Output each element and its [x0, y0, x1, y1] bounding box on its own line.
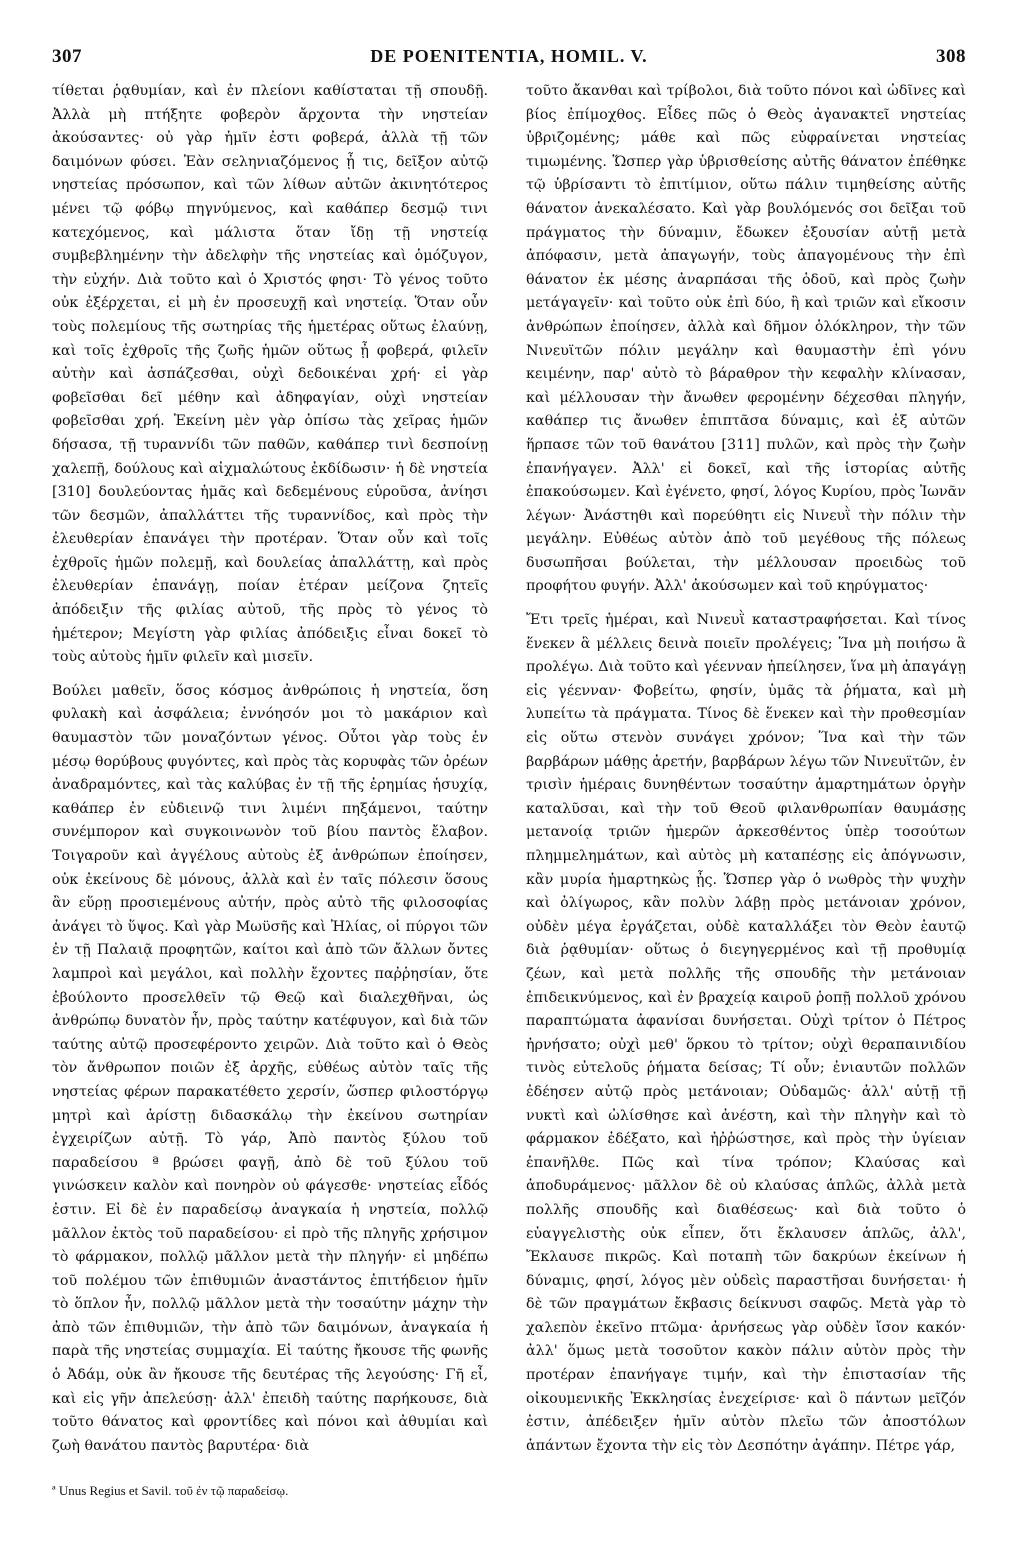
- left-page-number: 307: [52, 46, 82, 67]
- running-header: [52, 46, 966, 74]
- running-title: DE POENITENTIA, HOMIL. V.: [370, 46, 648, 66]
- left-paragraph-1: τίθεται ῥᾳθυμίαν, καὶ ἐν πλείονι καθίσταται τῇ σπουδῇ. Ἀλλὰ μὴ πτήξητε φοβερὸν ἄρχοντα τὴν νηστείαν ἀκούσαντες· οὐ γὰρ ἡμῖν ἐστι φοβερά, ἀλλὰ τῇ τῶν δαιμόνων φύσει. Ἐὰν σεληνιαζόμενος ᾖ τις, δεῖξον αὐτῷ νηστείας πρόσωπον, καὶ τῶν λίθων αὐτῶν ἀκινητότερος μένει τῷ φόβῳ πηγνύμενος, καὶ καθάπερ δεσμῷ τινι κατεχόμενος, καὶ μάλιστα ὅταν ἴδῃ τῇ νηστείᾳ συμβεβλημένην τὴν ἀδελφὴν τῆς νηστείας καὶ ὁμόζυγον, τὴν εὐχήν. Διὰ τοῦτο καὶ ὁ Χριστός φησι· Τὸ γένος τοῦτο οὐκ ἐξέρχεται, εἰ μὴ ἐν προσευχῇ καὶ νηστείᾳ. Ὅταν οὖν τοὺς πολεμίους τῆς σωτηρίας τῆς ἡμετέρας οὕτως ἐλαύνῃ, καὶ τοῖς ἐχθροῖς τῆς ζωῆς ἡμῶν οὕτως ᾖ φοβερά, φιλεῖν αὐτὴν καὶ ἀσπάζεσθαι, οὐχὶ δεδοικέναι χρή· εἰ γὰρ φοβεῖσθαι δεῖ μέθην καὶ ἀδηφαγίαν, οὐχὶ νηστείαν φοβεῖσθαι χρή. Ἐκείνη μὲν γὰρ ὀπίσω τὰς χεῖρας ἡμῶν δήσασα, τῇ τυραννίδι τῶν παθῶν, καθάπερ τινὶ δεσποίνῃ χαλεπῇ, δούλους καὶ αἰχμαλώτους ἐκδίδωσιν· ἡ δὲ νηστεία [310] δουλεύοντας ἡμᾶς καὶ δεδεμένους εὑροῦσα, ἀνίησι τῶν δεσμῶν, ἀπαλλάττει τῆς τυραννίδος, καὶ πρὸς τὴν ἐλευθερίαν ἐπανάγει τὴν προτέραν. Ὅταν οὖν καὶ τοῖς ἐχθροῖς ἡμῶν πολεμῇ, καὶ δουλείας ἀπαλλάττῃ, καὶ πρὸς ἐλευθερίαν ἐπανάγῃ, ποίαν ἑτέραν μείζονα ζητεῖς ἀπόδειξιν τῆς φιλίας αὐτοῦ, τῆς πρὸς τὸ γένος τὸ ἡμέτερον; Μεγίστη γὰρ φιλίας ἀπόδειξις εἶναι δοκεῖ τὸ τοὺς αὐτοὺς ἡμῖν φιλεῖν καὶ μισεῖν.: [52, 83, 488, 666]
- left-column: [52, 80, 488, 1458]
- right-page-number: 308: [935, 46, 966, 67]
- right-paragraph-1: τοῦτο ἄκανθαι καὶ τρίβολοι, διὰ τοῦτο πόνοι καὶ ὠδῖνες καὶ βίος ἐπίμοχθος. Εἶδες πῶς ὁ Θεὸς ἀγανακτεῖ νηστείας ὑβριζομένης; μάθε καὶ πῶς εὐφραίνεται νηστείας τιμωμένης. Ὥσπερ γὰρ ὑβρισθείσης αὐτῆς θάνατον ἐπέθηκε τῷ ὑβρίσαντι τὸ ἐπιτίμιον, οὕτω πάλιν τιμηθείσης αὐτῆς θάνατον ἀνεκαλέσατο. Καὶ γὰρ βουλόμενός σοι δεῖξαι τοῦ πράγματος τὴν δύναμιν, ἔδωκεν ἐξουσίαν αὐτῇ μετὰ ἀπόφασιν, μετὰ ἀπαγωγήν, τοὺς ἀπαγομένους τὴν ἐπὶ θάνατον ἐκ μέσης ἀναρπάσαι τῆς ὁδοῦ, καὶ πρὸς ζωὴν μετάγαγεῖν· καὶ τοῦτο οὐκ ἐπὶ δύο, ἢ καὶ τριῶν καὶ εἴκοσιν ἀνθρώπων ἐποίησεν, ἀλλὰ καὶ δῆμον ὁλόκληρον, τὴν τῶν Νινευϊτῶν πόλιν μεγάλην καὶ θαυμαστὴν ἐπὶ γόνυ κειμένην, παρ' αὐτὸ τὸ βάραθρον τὴν κεφαλὴν κλίνασαν, καὶ μέλλουσαν τὴν ἄνωθεν φερομένην δέχεσθαι πληγήν, καθάπερ τις ἄνωθεν ἐπιπτᾶσα δύναμις, καὶ ἐξ αὐτῶν ἥρπασε τῶν τοῦ θανάτου [311] πυλῶν, καὶ πρὸς τὴν ζωὴν ἐπανήγαγεν. Ἀλλ' εἰ δοκεῖ, καὶ τῆς ἱστορίας αὐτῆς ἐπακούσωμεν. Καὶ ἐγένετο, φησί, λόγος Κυρίου, πρὸς Ἰωνᾶν λέγων· Ἀνάστηθι καὶ πορεύθητι εἰς Νινευῒ τὴν πόλιν τὴν μεγάλην. Εὐθέως αὐτὸν ἀπὸ τοῦ μεγέθους τῆς πόλεως δυσωπῆσαι βούλεται, τὴν μέλλουσαν προειδὼς τοῦ προφήτου φυγήν. Ἀλλ' ἀκούσωμεν καὶ τοῦ κηρύγματος·: [526, 83, 966, 595]
- right-column: [526, 80, 966, 1458]
- footnote: ª Unus Regius et Savil. τοῦ ἐν τῷ παραδείσῳ.: [52, 1483, 289, 1498]
- left-paragraph-2: Βούλει μαθεῖν, ὅσος κόσμος ἀνθρώποις ἡ νηστεία, ὅση φυλακὴ καὶ ἀσφάλεια; ἐννόησόν μοι τὸ μακάριον καὶ θαυμαστὸν τῶν μοναζόντων γένος. Οὗτοι γὰρ τοὺς ἐν μέσῳ θορύβους φυγόντες, καὶ πρὸς τὰς κορυφὰς τῶν ὀρέων ἀναδραμόντες, καὶ τὰς καλύβας ἐν τῇ τῆς ἐρημίας ἡσυχίᾳ, καθάπερ ἐν εὐδιεινῷ τινι λιμένι πηξάμενοι, ταύτην συνέμπορον καὶ συγκοινωνὸν τοῦ βίου παντὸς ἔλαβον. Τοιγαροῦν καὶ ἀγγέλους αὐτοὺς ἐξ ἀνθρώπων ἐποίησεν, οὐκ ἐκείνους δὲ μόνους, ἀλλὰ καὶ ἐν ταῖς πόλεσιν ὅσους ἂν εὕρῃ προσιεμένους αὐτήν, πρὸς αὐτὸ τῆς φιλοσοφίας ἀνάγει τὸ ὕψος. Καὶ γὰρ Μωϋσῆς καὶ Ἠλίας, οἱ πύργοι τῶν ἐν τῇ Παλαιᾷ προφητῶν, καίτοι καὶ ἀπὸ τῶν ἄλλων ὄντες λαμπροὶ καὶ μεγάλοι, καὶ πολλὴν ἔχοντες παῤῥησίαν, ὅτε ἐβούλοντο προσελθεῖν τῷ Θεῷ καὶ διαλεχθῆναι, ὡς ἀνθρώπῳ δυνατὸν ἦν, πρὸς ταύτην κατέφυγον, καὶ διὰ τῶν ταύτης αὐτῷ προσεφέροντο χειρῶν. Διὰ τοῦτο καὶ ὁ Θεὸς τὸν ἄνθρωπον ποιῶν ἐξ ἀρχῆς, εὐθέως αὐτὸν ταῖς τῆς νηστείας φέρων παρακατέθετο χερσίν, ὥσπερ φιλοστόργῳ μητρὶ καὶ ἀρίστῃ διδασκάλῳ τὴν ἐκείνου σωτηρίαν ἐγχειρίζων αὐτῇ. Τὸ γάρ, Ἀπὸ παντὸς ξύλου τοῦ παραδείσου ª βρώσει φαγῇ, ἀπὸ δὲ τοῦ ξύλου τοῦ γινώσκειν καλὸν καὶ πονηρὸν οὐ φάγεσθε· νηστείας εἶδός ἐστιν. Εἰ δὲ ἐν παραδείσῳ ἀναγκαία ἡ νηστεία, πολλῷ μᾶλλον ἐκτὸς τοῦ παραδείσου· εἰ πρὸ τῆς πληγῆς χρήσιμον τὸ φάρμακον, πολλῷ μᾶλλον μετὰ τὴν πληγήν· εἰ μηδέπω τοῦ πολέμου τῶν ἐπιθυμιῶν ἀναστάντος ἐπιτήδειον ἡμῖν τὸ ὅπλον ἦν, πολλῷ μᾶλλον μετὰ τὴν τοσαύτην μάχην τὴν ἀπὸ τῶν ἐπιθυμιῶν, τὴν ἀπὸ τῶν δαιμόνων, ἀναγκαία ἡ παρὰ τῆς νηστείας συμμαχία. Εἰ ταύτης ἤκουσε τῆς φωνῆς ὁ Ἀδάμ, οὐκ ἂν ἤκουσε τῆς δευτέρας τῆς λεγούσης· Γῆ εἶ, καὶ εἰς γῆν ἀπελεύσῃ· ἀλλ' ἐπειδὴ ταύτης παρήκουσε, διὰ τοῦτο θάνατος καὶ φροντίδες καὶ πόνοι καὶ ἀθυμίαι καὶ ζωὴ θανάτου παντὸς βαρυτέρα· διὰ: [52, 682, 488, 1454]
- right-paragraph-2: Ἔτι τρεῖς ἡμέραι, καὶ Νινευῒ καταστραφήσεται. Καὶ τίνος ἕνεκεν ἃ μέλλεις δεινὰ ποιεῖν προλέγεις; Ἵνα μὴ ποιήσω ἃ προλέγω. Διὰ τοῦτο καὶ γέενναν ἠπείλησεν, ἵνα μὴ ἀπαγάγῃ εἰς γέενναν· Φοβείτω, φησίν, ὑμᾶς τὰ ῥήματα, καὶ μὴ λυπείτω τὰ πράγματα. Τίνος δὲ ἕνεκεν καὶ τὴν προθεσμίαν εἰς οὕτω στενὸν συνάγει χρόνον; Ἵνα καὶ τὴν τῶν βαρβάρων μάθῃς ἀρετήν, βαρβάρων λέγω τῶν Νινευϊτῶν, ἐν τρισὶν ἡμέραις δυνηθέντων τοσαύτην ἁμαρτημάτων ὀργὴν καταλῦσαι, καὶ τὴν τοῦ Θεοῦ φιλανθρωπίαν θαυμάσῃς μετανοίᾳ τριῶν ἡμερῶν ἀρκεσθέντος ὑπὲρ τοσούτων πλημμελημάτων, καὶ αὐτὸς μὴ καταπέσῃς εἰς ἀπόγνωσιν, κἂν μυρία ἡμαρτηκὼς ᾖς. Ὥσπερ γὰρ ὁ νωθρὸς τὴν ψυχὴν καὶ ὀλίγωρος, κἂν πολὺν λάβῃ πρὸς μετάνοιαν χρόνον, οὐδὲν μέγα ἐργάζεται, οὐδὲ καταλλάξει τὸν Θεὸν ἑαυτῷ διὰ ῥᾳθυμίαν· οὕτως ὁ διεγηγερμένος καὶ τῇ προθυμίᾳ ζέων, καὶ μετὰ πολλῆς τῆς σπουδῆς τὴν μετάνοιαν ἐπιδεικνύμενος, καὶ ἐν βραχείᾳ καιροῦ ῥοπῇ πολλοῦ χρόνου παραπτώματα ἀφανίσαι δυνήσεται. Οὐχὶ τρίτον ὁ Πέτρος ἠρνήσατο; οὐχὶ μεθ' ὅρκου τὸ τρίτον; οὐχὶ θεραπαινιδίου τινὸς εὐτελοῦς ῥήματα δείσας; Τί οὖν; ἐνιαυτῶν πολλῶν ἐδέησεν αὐτῷ πρὸς μετάνοιαν; Οὐδαμῶς· ἀλλ' αὐτῇ τῇ νυκτὶ καὶ ὠλίσθησε καὶ ἀνέστη, καὶ τὴν πληγὴν καὶ τὸ φάρμακον ἐδέξατο, καὶ ἠῤῥώστησε, καὶ πρὸς τὴν ὑγίειαν ἐπανῆλθε. Πῶς καὶ τίνα τρόπον; Κλαύσας καὶ ἀποδυράμενος· μᾶλλον δὲ οὐ κλαύσας ἁπλῶς, ἀλλὰ μετὰ πολλῆς σπουδῆς καὶ διαθέσεως· καὶ διὰ τοῦτο ὁ εὐαγγελιστὴς οὐκ εἶπεν, ὅτι ἔκλαυσεν ἁπλῶς, ἀλλ', Ἔκλαυσε πικρῶς. Καὶ ποταπὴ τῶν δακρύων ἐκείνων ἡ δύναμις, φησί, λόγος μὲν οὐδεὶς παραστῆσαι δυνήσεται· ἡ δὲ τῶν πραγμάτων ἔκβασις δείκνυσι σαφῶς. Μετὰ γὰρ τὸ χαλεπὸν ἐκεῖνο πτῶμα· ἀρνήσεως γὰρ οὐδὲν ἴσον κακόν· ἀλλ' ὅμως μετὰ τοσοῦτον κακὸν πάλιν αὐτὸν πρὸς τὴν προτέραν ἐπανήγαγε τιμήν, καὶ τὴν ἐπιστασίαν τῆς οἰκουμενικῆς Ἐκκλησίας ἐνεχείρισε· καὶ ὃ πάντων μεῖζόν ἐστιν, ἀπέδειξεν ἡμῖν αὐτὸν πλεῖω τῶν ἀποστόλων ἁπάντων ἔχοντα τὴν εἰς τὸν Δεσπότην ἀγάπην. Πέτρε γάρ,: [526, 612, 966, 1454]
